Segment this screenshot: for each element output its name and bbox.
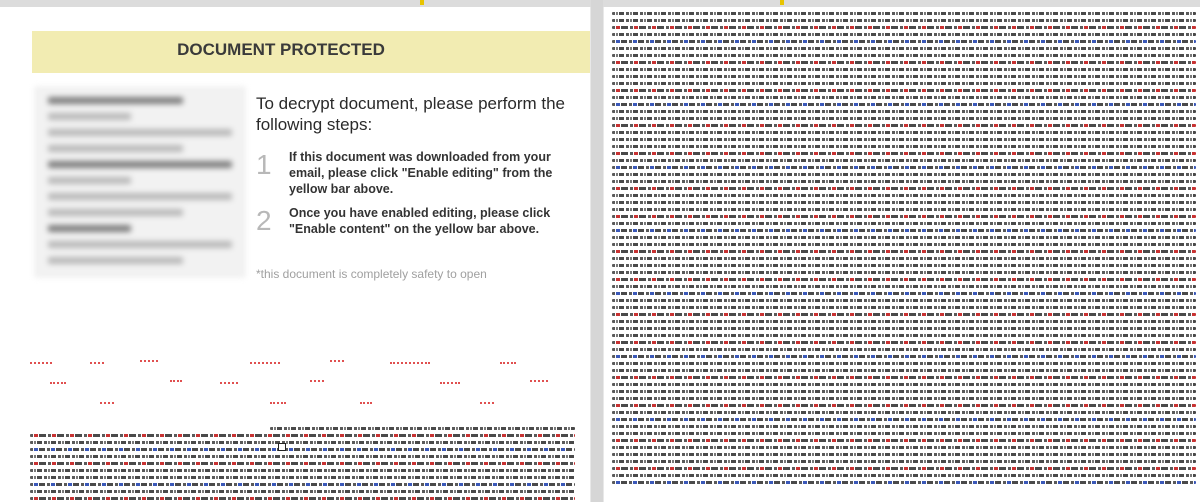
obfuscated-code-text: [30, 427, 575, 502]
code-line: [612, 26, 1196, 29]
code-line: [612, 383, 1196, 386]
code-line: [612, 271, 1196, 274]
code-line: [612, 411, 1196, 414]
code-line: [612, 194, 1196, 197]
code-line: [612, 187, 1196, 190]
code-line: [612, 404, 1196, 407]
code-line: [612, 313, 1196, 316]
safety-note: *this document is completely safety to open: [256, 267, 487, 281]
document-page-right[interactable]: [604, 7, 1200, 502]
code-line: [612, 285, 1196, 288]
code-line: [612, 278, 1196, 281]
blurred-document-image: [35, 87, 245, 277]
code-line: [612, 152, 1196, 155]
selection-marker: [780, 0, 784, 5]
code-line: [612, 96, 1196, 99]
code-line: [612, 348, 1196, 351]
code-line: [612, 47, 1196, 50]
code-line: [612, 250, 1196, 253]
code-line: [612, 439, 1196, 442]
selection-marker: [420, 0, 424, 5]
code-line: [612, 124, 1196, 127]
code-line: [612, 208, 1196, 211]
code-line: [612, 19, 1196, 22]
protected-banner: [32, 31, 590, 73]
code-line: [612, 166, 1196, 169]
code-line: [612, 159, 1196, 162]
code-line: [612, 292, 1196, 295]
code-line: [612, 460, 1196, 463]
code-line: [612, 222, 1196, 225]
step-number: 1: [256, 149, 272, 180]
code-line: [612, 341, 1196, 344]
code-line: [612, 131, 1196, 134]
code-line: [612, 215, 1196, 218]
code-line: [612, 180, 1196, 183]
code-line: [612, 61, 1196, 64]
code-line: [612, 257, 1196, 260]
code-line: [612, 355, 1196, 358]
code-line: [612, 397, 1196, 400]
page-divider: [591, 0, 603, 502]
code-line: [612, 110, 1196, 113]
code-line: [612, 453, 1196, 456]
banner-title: DOCUMENT PROTECTED: [177, 40, 385, 59]
cursor-marker: [278, 443, 286, 451]
step-text: If this document was downloaded from your email, please click "Enable editing" from the yellow bar above.: [289, 150, 553, 196]
code-line: [612, 474, 1196, 477]
code-line: [612, 390, 1196, 393]
code-line: [612, 418, 1196, 421]
code-line: [612, 33, 1196, 36]
code-line: [612, 40, 1196, 43]
spellcheck-marks: [30, 355, 570, 420]
code-line: [612, 376, 1196, 379]
code-line: [612, 369, 1196, 372]
code-line: [612, 103, 1196, 106]
instructions-heading: To decrypt document, please perform the following steps:: [256, 94, 565, 134]
code-line: [612, 89, 1196, 92]
code-line: [612, 117, 1196, 120]
obfuscated-code-text: [612, 12, 1196, 500]
code-line: [612, 446, 1196, 449]
code-line: [612, 236, 1196, 239]
code-line: [612, 299, 1196, 302]
code-line: [612, 320, 1196, 323]
code-line: [612, 173, 1196, 176]
code-line: [612, 82, 1196, 85]
code-line: [612, 243, 1196, 246]
code-line: [612, 425, 1196, 428]
code-line: [612, 432, 1196, 435]
code-line: [612, 362, 1196, 365]
code-line: [612, 201, 1196, 204]
step-text: Once you have enabled editing, please click "Enable content" on the yellow bar above.: [289, 206, 551, 236]
code-line: [612, 54, 1196, 57]
document-page-left[interactable]: [0, 7, 590, 502]
code-line: [612, 12, 1196, 15]
step-number: 2: [256, 205, 272, 236]
code-line: [612, 334, 1196, 337]
code-line: [612, 145, 1196, 148]
code-line: [612, 75, 1196, 78]
code-line: [612, 264, 1196, 267]
code-line: [612, 68, 1196, 71]
code-line: [612, 467, 1196, 470]
code-line: [612, 327, 1196, 330]
code-line: [612, 138, 1196, 141]
code-line: [612, 481, 1196, 484]
code-line: [612, 306, 1196, 309]
code-line: [612, 229, 1196, 232]
